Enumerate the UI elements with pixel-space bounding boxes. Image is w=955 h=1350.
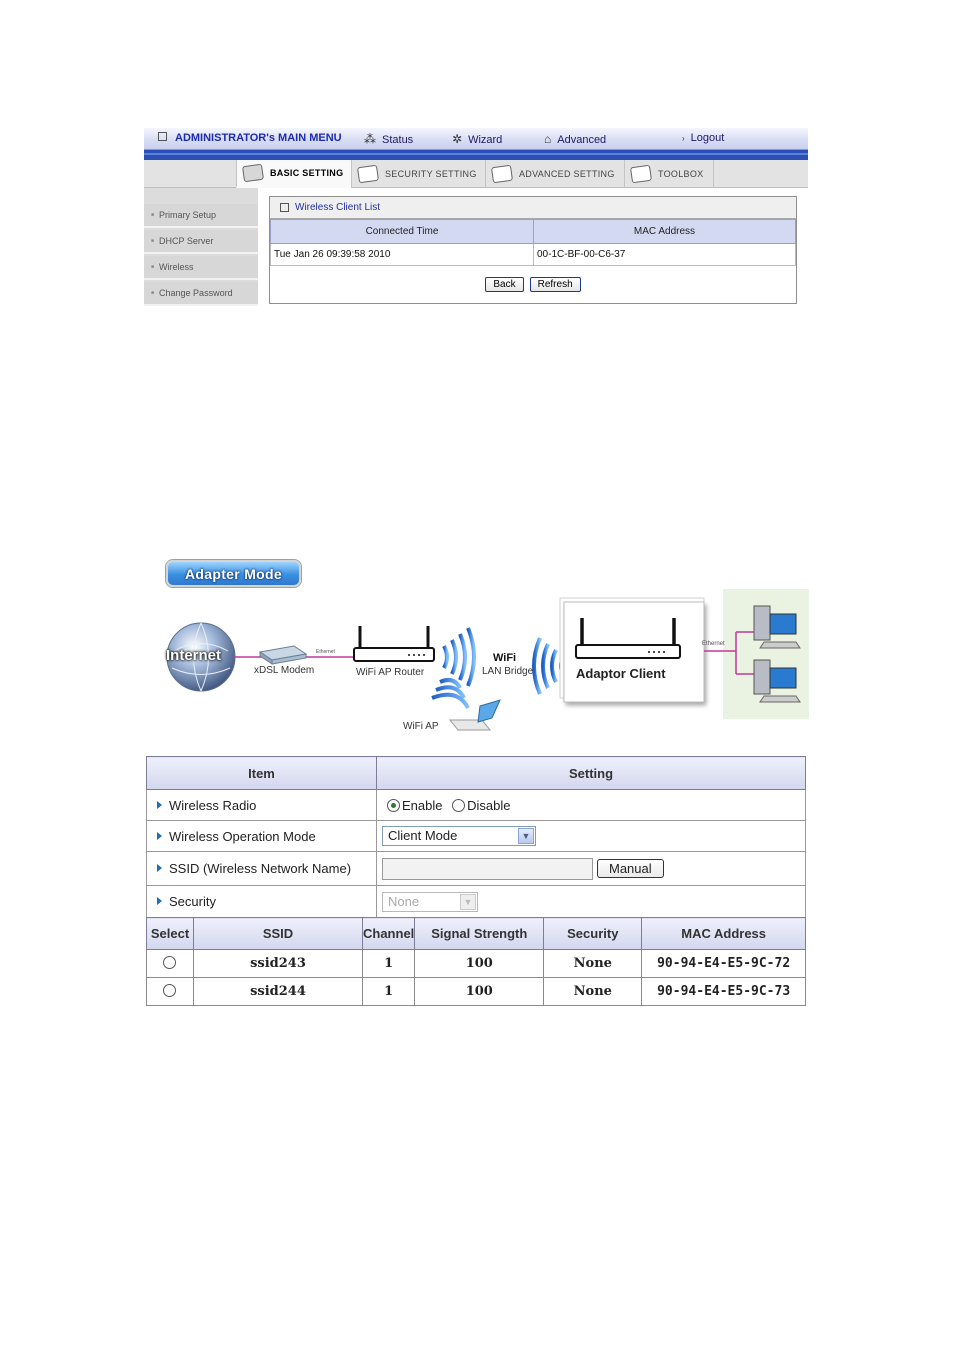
column-header-connected-time: Connected Time: [271, 220, 534, 244]
status-label: Status: [382, 134, 414, 146]
signal-cell: 100: [415, 950, 544, 978]
sidebar: [144, 188, 258, 305]
enable-option[interactable]: [387, 798, 442, 813]
table-row: [147, 886, 806, 918]
column-header-ssid: SSID: [194, 918, 363, 950]
operation-mode-label: Wireless Operation Mode: [147, 821, 377, 852]
operation-mode-setting: [377, 821, 806, 852]
table-row: [147, 978, 806, 1006]
disable-option[interactable]: [452, 798, 510, 813]
ssid-cell: ssid243: [194, 950, 363, 978]
sidebar-item-primary-setup[interactable]: ■ Primary Setup: [144, 204, 258, 228]
tab-toolbox-label: TOOLBOX: [658, 169, 704, 179]
status-icon: ⁂: [364, 132, 376, 146]
column-header-security: Security: [544, 918, 642, 950]
mac-cell: 90-94-E4-E5-9C-72: [642, 950, 806, 978]
sidebar-item-change-password[interactable]: ■ Change Password: [144, 282, 258, 306]
security-value: None: [388, 893, 420, 909]
manual-button[interactable]: Manual: [597, 859, 664, 878]
logout-link[interactable]: [682, 132, 724, 144]
select-radio[interactable]: [163, 956, 176, 969]
tab-advanced-setting[interactable]: [485, 160, 624, 188]
desktop-pc-icon: [754, 606, 800, 648]
adapter-mode-badge: Adapter Mode: [166, 560, 301, 587]
refresh-button[interactable]: Refresh: [530, 277, 581, 292]
channel-cell: 1: [363, 950, 415, 978]
disable-radio[interactable]: [452, 799, 465, 812]
ethernet-label: Ethernet: [702, 641, 725, 647]
site-survey-table: [146, 917, 806, 1006]
basic-setting-icon: [242, 164, 264, 183]
header-band: [144, 150, 808, 160]
xdsl-modem-icon: [260, 646, 306, 664]
enable-radio[interactable]: [387, 799, 400, 812]
column-header-signal-strength: Signal Strength: [415, 918, 544, 950]
table-row: [147, 790, 806, 821]
panel-title: Wireless Client List: [270, 197, 796, 219]
table-row: [271, 244, 796, 266]
operation-mode-select[interactable]: [382, 826, 536, 846]
wifi-label: WiFi: [493, 652, 517, 664]
wifi-ap-label: WiFi AP: [403, 721, 439, 732]
tab-security-setting[interactable]: [351, 160, 485, 188]
desktop-pc-icon: [754, 660, 800, 702]
select-cell: [147, 978, 194, 1006]
select-cell: [147, 950, 194, 978]
wifi-waves-icon: [432, 628, 474, 708]
wireless-client-list-panel: [269, 196, 797, 304]
ssid-input[interactable]: [382, 858, 593, 880]
arrow-right-icon: ›: [682, 134, 685, 143]
select-radio[interactable]: [163, 984, 176, 997]
tab-basic-setting[interactable]: [236, 160, 351, 188]
client-table: [270, 219, 796, 266]
security-setting-icon: [357, 165, 379, 184]
logout-label: Logout: [690, 132, 725, 144]
top-navigation: [144, 128, 808, 150]
security-cell: None: [544, 978, 642, 1006]
tab-advanced-setting-label: ADVANCED SETTING: [519, 169, 615, 179]
security-setting: [377, 886, 806, 918]
advanced-icon: ⌂: [544, 132, 552, 146]
ssid-cell: ssid244: [194, 978, 363, 1006]
wifi-ap-router-label: WiFi AP Router: [356, 667, 425, 678]
mac-cell: 90-94-E4-E5-9C-73: [642, 978, 806, 1006]
adaptor-client-label: Adaptor Client: [576, 666, 666, 681]
wireless-settings-form: [146, 756, 806, 1006]
security-select[interactable]: [382, 892, 478, 912]
table-row: [147, 950, 806, 978]
disable-label: Disable: [467, 797, 511, 813]
advanced-label: Advanced: [557, 134, 607, 146]
internet-label: Internet: [166, 647, 222, 664]
back-button[interactable]: Back: [485, 277, 523, 292]
signal-cell: 100: [415, 978, 544, 1006]
table-row: [147, 821, 806, 852]
column-header-setting: Setting: [377, 757, 806, 790]
router-admin-screenshot: [144, 128, 808, 305]
connected-time-cell: Tue Jan 26 09:39:58 2010: [271, 244, 534, 266]
network-topology-graphic: [144, 556, 809, 740]
tab-toolbox[interactable]: [624, 160, 714, 188]
channel-cell: 1: [363, 978, 415, 1006]
admin-main-menu-link[interactable]: ADMINISTRATOR's MAIN MENU: [158, 132, 342, 144]
wizard-label: Wizard: [468, 134, 503, 146]
panel-buttons: [270, 266, 796, 302]
tab-basic-setting-label: BASIC SETTING: [270, 168, 344, 178]
security-cell: None: [544, 950, 642, 978]
wireless-radio-label: Wireless Radio: [147, 790, 377, 821]
wifi-ap-router-icon: [354, 626, 434, 661]
wireless-radio-setting: [377, 790, 806, 821]
column-header-mac-address: MAC Address: [534, 220, 796, 244]
status-link[interactable]: [364, 132, 413, 146]
sidebar-item-wireless[interactable]: ■ Wireless: [144, 256, 258, 280]
enable-label: Enable: [402, 797, 443, 813]
ssid-setting: [377, 852, 806, 886]
adapter-mode-diagram: [144, 556, 809, 740]
settings-table: [146, 756, 806, 918]
toolbox-icon: [630, 165, 652, 184]
chevron-down-icon[interactable]: ▼: [518, 828, 534, 844]
column-header-mac-address: MAC Address: [642, 918, 806, 950]
advanced-link[interactable]: [544, 132, 606, 146]
column-header-item: Item: [147, 757, 377, 790]
mac-address-cell: 00-1C-BF-00-C6-37: [534, 244, 796, 266]
advanced-setting-icon: [491, 165, 513, 184]
xdsl-modem-label: xDSL Modem: [254, 665, 315, 676]
security-label: Security: [147, 886, 377, 918]
lan-bridge-label: LAN Bridge: [482, 666, 534, 677]
column-header-channel: Channel: [363, 918, 415, 950]
tab-security-setting-label: SECURITY SETTING: [385, 169, 477, 179]
wizard-icon: ✲: [452, 132, 463, 146]
column-header-select: Select: [147, 918, 194, 950]
operation-mode-value: Client Mode: [388, 828, 458, 843]
sidebar-item-dhcp-server[interactable]: ■ DHCP Server: [144, 230, 258, 254]
adaptor-client-icon: [560, 598, 704, 702]
main-menu-bar: [144, 160, 808, 188]
chevron-down-icon[interactable]: ▼: [460, 894, 476, 910]
wizard-link[interactable]: [452, 132, 502, 146]
ethernet-label: Ethernet: [316, 649, 335, 655]
laptop-icon: [450, 700, 500, 730]
ssid-label: SSID (Wireless Network Name): [147, 852, 377, 886]
table-row: [147, 852, 806, 886]
